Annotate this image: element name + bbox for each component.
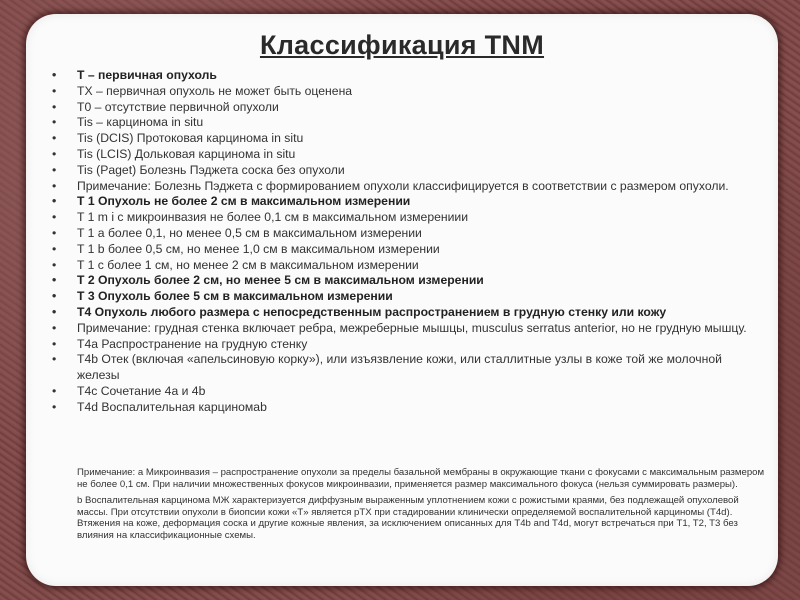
list-item: • T4a Распространение на грудную стенку [50, 337, 765, 353]
list-item: • T 3 Опухоль более 5 см в максимальном измерении [50, 289, 765, 305]
footnote-inflammatory [50, 495, 765, 541]
list-item: • Tis (Paget) Болезнь Пэджета соска без опухоли [50, 163, 765, 179]
list-item: • T4 Опухоль любого размера с непосредственным распространением в грудную стенку или кожу [50, 305, 765, 321]
list-item: • T4b Отек (включая «апельсиновую корку»), или изъязвление кожи, или сталлитные узлы в коже той же молочной железы [50, 352, 765, 384]
list-item: • T4d Воспалительная карциномаb [50, 400, 765, 416]
footnotes [50, 467, 765, 547]
list-item: • T – первичная опухоль [50, 68, 765, 84]
classification-list [50, 68, 765, 416]
list-item: • Tis (LCIS) Дольковая карцинома in situ [50, 147, 765, 163]
list-item: • Примечание: грудная стенка включает ребра, межреберные мышцы, musculus serratus anterior, но не грудную мышцу. [50, 321, 765, 337]
list-item: • T 2 Опухоль более 2 см, но менее 5 см в максимальном измерении [50, 273, 765, 289]
slide-title: Классификация TNM [259, 30, 545, 60]
list-item: • T 1 a более 0,1, но менее 0,5 см в максимальном измерении [50, 226, 765, 242]
list-item: • Примечание: Болезнь Пэджета с формированием опухоли классифицируется в соответствии с размером опухоли. [50, 179, 765, 195]
list-item: • Tis (DCIS) Протоковая карцинома in situ [50, 131, 765, 147]
list-item: • T 1 b более 0,5 см, но менее 1,0 см в максимальном измерении [50, 242, 765, 258]
list-item: • T 1 m i с микроинвазия не более 0,1 см в максимальном измерениии [50, 210, 765, 226]
footnote-text: b Воспалительная карцинома МЖ характеризуется диффузным выраженным уплотнением кожи с рожистыми краями, без подлежащей опухолевой массы. При отсутствии опухоли в биопсии кожи «T» является pTX при стадировании клинически определяемой воспалительной карциномы (T4d). Втяжения на коже, деформация соска и другие кожные явления, за исключением описанных для T4b and T4d, могут встречаться при T1, T2, T3 без влияния на классификационные схемы. [77, 495, 739, 541]
slide-card [26, 14, 778, 586]
footnote-text: Примечание: a Микроинвазия – распространение опухоли за пределы базальной мембраны в окружающие ткани с фокусами с максимальным размером не более 0,1 см. При наличии множественных фокусов микроинвазии, применяется размер максимального фокуса (нельзя суммировать размеры). [77, 467, 765, 490]
list-item: • T 1 Опухоль не более 2 см в максимальном измерении [50, 194, 765, 210]
list-item: • T4c Сочетание 4a и 4b [50, 384, 765, 400]
list-item: • T0 – отсутствие первичной опухоли [50, 100, 765, 116]
list-item: • T 1 c более 1 см, но менее 2 см в максимальном измерении [50, 258, 765, 274]
list-item: • TX – первичная опухоль не может быть оценена [50, 84, 765, 100]
footnote-microinvasion [50, 467, 765, 490]
list-item: • Tis – карцинома in situ [50, 115, 765, 131]
